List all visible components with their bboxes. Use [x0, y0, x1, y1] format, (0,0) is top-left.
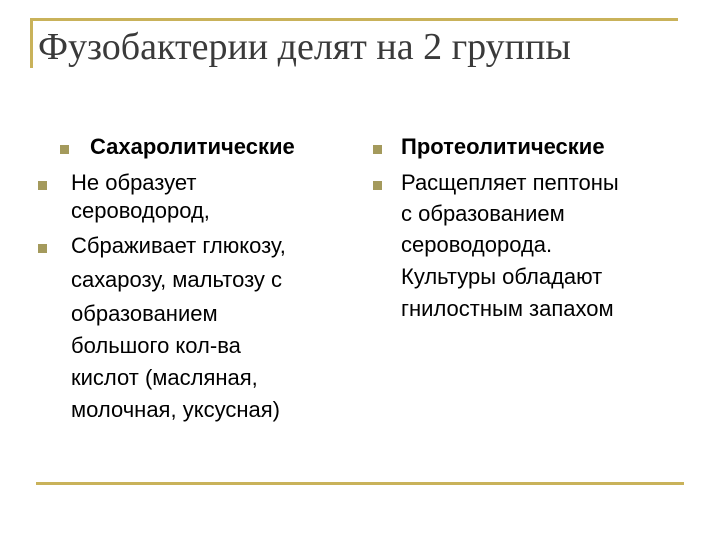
heading-bullet-right [373, 145, 382, 154]
right-heading: Протеолитические [401, 134, 605, 159]
left-item-1-line-1: Не образует [71, 170, 197, 195]
right-item-1-line-5: гнилостным запахом [401, 296, 614, 321]
right-item-1-line-3: сероводорода. [401, 232, 553, 257]
left-item-2-line-2: сахарозу, мальтозу с [71, 267, 283, 292]
bullet-right-1 [373, 181, 382, 190]
bullet-left-1 [38, 181, 47, 190]
right-item-1-line-4: Культуры обладают [401, 264, 603, 289]
left-heading: Сахаролитические [90, 134, 295, 159]
bottom-rule [36, 482, 684, 485]
right-item-1-line-2: с образованием [401, 201, 565, 226]
left-item-2-line-1: Сбраживает глюкозу, [71, 233, 286, 258]
slide-title: Фузобактерии делят на 2 группы [38, 26, 571, 68]
left-item-2-line-3: образованием [71, 301, 218, 326]
right-item-1-line-1: Расщепляет пептоны [401, 170, 619, 195]
bullet-left-2 [38, 244, 47, 253]
title-left-rule [30, 18, 33, 68]
left-item-2-line-6: молочная, уксусная) [71, 397, 280, 422]
heading-bullet-left [60, 145, 69, 154]
left-item-1-line-2: сероводород, [71, 198, 210, 223]
title-top-rule [30, 18, 678, 21]
left-item-2-line-5: кислот (масляная, [71, 365, 258, 390]
left-item-2-line-4: большого кол-ва [71, 333, 241, 358]
